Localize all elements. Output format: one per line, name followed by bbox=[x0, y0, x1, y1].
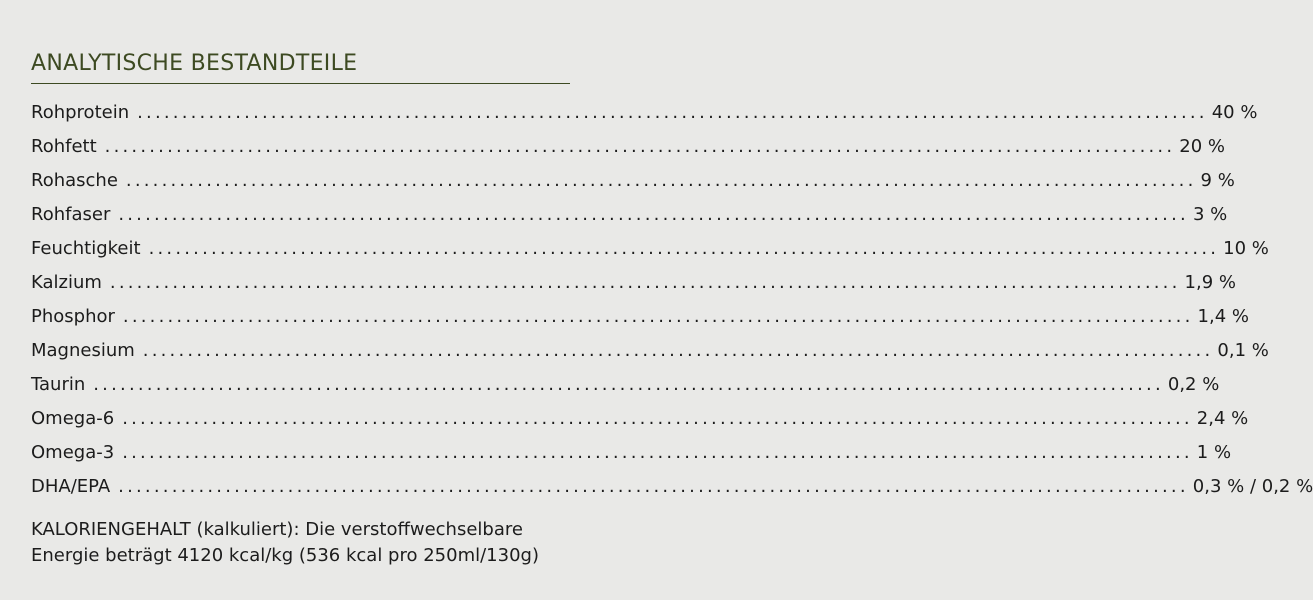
row-label: Omega-3 bbox=[31, 442, 115, 463]
analysis-panel bbox=[31, 0, 1313, 600]
row-label: Rohfaser bbox=[31, 204, 111, 225]
analytics-row bbox=[31, 168, 1235, 202]
row-value: 2,4 % bbox=[1196, 408, 1249, 429]
row-label: Omega-6 bbox=[31, 408, 115, 429]
dot-leader: ........................................................................................................................ bbox=[137, 102, 1208, 123]
row-label: Kalzium bbox=[31, 272, 102, 293]
analytics-row bbox=[31, 474, 1313, 508]
dot-leader: ........................................................................................................................ bbox=[118, 476, 1189, 497]
dot-leader: ........................................................................................................................ bbox=[109, 272, 1181, 293]
dot-leader: ........................................................................................................................ bbox=[122, 306, 1194, 327]
row-label: Rohasche bbox=[31, 170, 118, 191]
analytics-row bbox=[31, 202, 1228, 236]
dot-leader: ........................................................................................................................ bbox=[104, 136, 1176, 157]
row-value: 0,1 % bbox=[1217, 340, 1269, 361]
section-title: ANALYTISCHE BESTANDTEILE bbox=[31, 51, 358, 76]
analytics-row bbox=[31, 372, 1220, 406]
dot-leader: ........................................................................................................................ bbox=[122, 442, 1193, 463]
dot-leader: ........................................................................................................................ bbox=[118, 204, 1189, 225]
analytics-row bbox=[31, 440, 1232, 474]
dot-leader: ........................................................................................................................ bbox=[122, 408, 1193, 429]
row-value: 40 % bbox=[1211, 102, 1258, 123]
dot-leader: ........................................................................................................................ bbox=[93, 374, 1164, 395]
row-label: Phosphor bbox=[31, 306, 115, 327]
analytics-row bbox=[31, 338, 1269, 372]
energy-line-2: Energie beträgt 4120 kcal/kg (536 kcal pro 250ml/130g) bbox=[31, 545, 539, 566]
row-value: 1,9 % bbox=[1184, 272, 1236, 293]
analytics-row bbox=[31, 236, 1269, 270]
dot-leader: ........................................................................................................................ bbox=[142, 340, 1214, 361]
row-value: 1,4 % bbox=[1197, 306, 1249, 327]
row-value: 9 % bbox=[1200, 170, 1235, 191]
row-label: Magnesium bbox=[31, 340, 135, 361]
row-value: 0,2 % bbox=[1167, 374, 1220, 395]
dot-leader: ........................................................................................................................ bbox=[148, 238, 1220, 259]
row-value: 10 % bbox=[1223, 238, 1269, 259]
row-value: 1 % bbox=[1196, 442, 1232, 463]
analytics-list bbox=[31, 100, 1313, 508]
analytics-row bbox=[31, 406, 1249, 440]
energy-statement bbox=[31, 517, 570, 569]
dot-leader: ........................................................................................................................ bbox=[125, 170, 1197, 191]
row-label: Rohprotein bbox=[31, 102, 130, 123]
energy-line-1: KALORIENGEHALT (kalkuliert): Die verstoffwechselbare bbox=[31, 519, 523, 540]
row-value: 0,3 % / 0,2 % bbox=[1192, 476, 1313, 497]
row-label: DHA/EPA bbox=[31, 476, 111, 497]
title-divider bbox=[31, 83, 570, 84]
analytics-row bbox=[31, 100, 1258, 134]
row-value: 3 % bbox=[1192, 204, 1228, 225]
row-label: Rohfett bbox=[31, 136, 97, 157]
analytics-row bbox=[31, 304, 1249, 338]
row-label: Feuchtigkeit bbox=[31, 238, 141, 259]
analytics-row bbox=[31, 134, 1225, 168]
analytics-row bbox=[31, 270, 1236, 304]
row-value: 20 % bbox=[1179, 136, 1225, 157]
row-label: Taurin bbox=[31, 374, 86, 395]
